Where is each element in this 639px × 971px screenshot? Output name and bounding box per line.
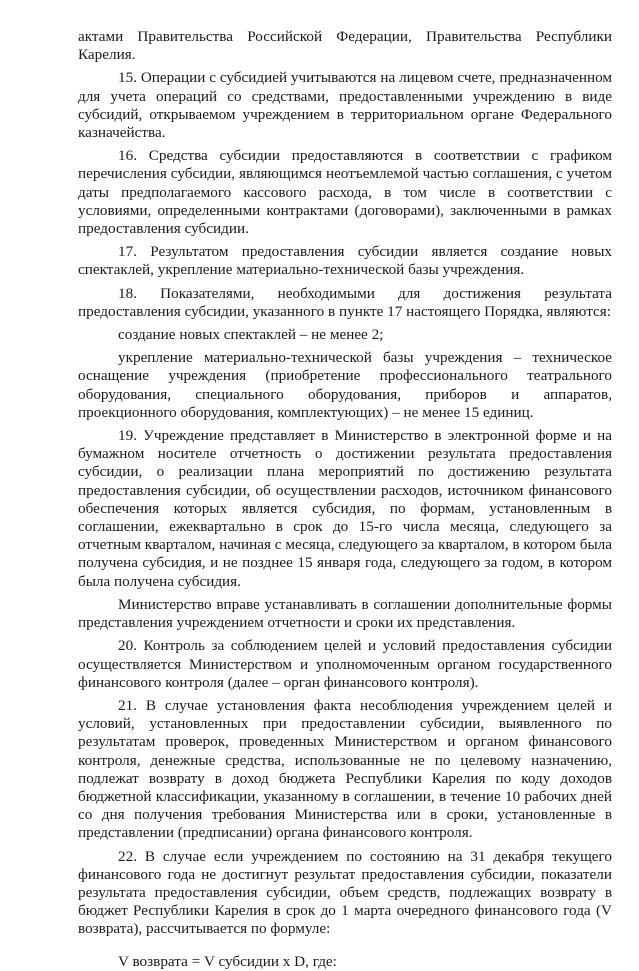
paragraph-19-addendum: Министерство вправе устанавливать в соглашении дополнительные формы представления учреждением отчетности и сроки их представления. bbox=[78, 595, 612, 632]
paragraph-18-item-1: создание новых спектаклей – не менее 2; bbox=[118, 326, 384, 344]
paragraph-19: 19. Учреждение представляет в Министерство в электронной форме и на бумажном носителе отчетность о достижении результата предоставления субсидии, о реализации плана мероприятий по достижению результата предоставления субсидии, об осуществлении расходов, источником финансового обеспечения которых является субсидия, по формам, установленным в соглашении, ежеквартально в срок до 15-го числа месяца, следующего за отчетным кварталом, начиная с месяца, следующего за кварталом, в котором была получена субсидия, и не позднее 15 января года, следующего за годом, в котором была получена субсидия. bbox=[78, 427, 612, 590]
paragraph-20: 20. Контроль за соблюдением целей и условий предоставления субсидии осуществляется Министерством и уполномоченным органом государственного финансового контроля (далее – орган финансового контроля). bbox=[78, 637, 612, 691]
paragraph-continuation: актами Правительства Российской Федерации, Правительства Республики Карелия. bbox=[78, 28, 612, 64]
paragraph-15: 15. Операции с субсидией учитываются на лицевом счете, предназначенном для учета операций со средствами, предоставленными учреждению в виде субсидий, открываемом учреждением в территориальном органе Федерального казначейства. bbox=[78, 69, 612, 142]
paragraph-18-item-2: укрепление материально-технической базы учреждения – техническое оснащение учреждения (приобретение профессионального театрального оборудования, специального оборудования, приборов и аппаратов, проекционного оборудования, комплектующих) – не менее 15 единиц. bbox=[78, 349, 612, 421]
paragraph-16: 16. Средства субсидии предоставляются в соответствии с графиком перечисления субсидии, являющимся неотъемлемой частью соглашения, с учетом даты предполагаемого кассового расхода, в том числе в соответствии с условиями, определенными контрактами (договорами), заключенными в рамках предоставления субсидии. bbox=[78, 147, 612, 238]
paragraph-17: 17. Результатом предоставления субсидии является создание новых спектаклей, укрепление материально-технической базы учреждения. bbox=[78, 243, 612, 279]
paragraph-18: 18. Показателями, необходимыми для достижения результата предоставления субсидии, указанного в пункте 17 настоящего Порядка, являются: bbox=[78, 284, 612, 320]
formula-line: V возврата = V субсидии x D, где: bbox=[118, 952, 337, 970]
paragraph-22: 22. В случае если учреждением по состоянию на 31 декабря текущего финансового года не достигнут результат предоставления субсидии, показатели результата предоставления субсидии, объем средств, подлежащих возврату в бюджет Республики Карелия в срок до 1 марта очередного финансового года (V возврата), рассчитывается по формуле: bbox=[78, 847, 612, 938]
document-page bbox=[78, 28, 612, 971]
paragraph-21: 21. В случае установления факта несоблюдения учреждением целей и условий, установленных при предоставлении субсидии, выявленного по результатам проверок, проведенных Министерством и органом финансового контроля, денежные средства, использованные не по целевому назначению, подлежат возврату в доход бюджета Республики Карелия по коду доходов бюджетной классификации, указанному в соглашении, в течение 10 рабочих дней со дня получения требования Министерства или в сроки, установленные в представлении (предписании) органа финансового контроля. bbox=[78, 696, 612, 842]
